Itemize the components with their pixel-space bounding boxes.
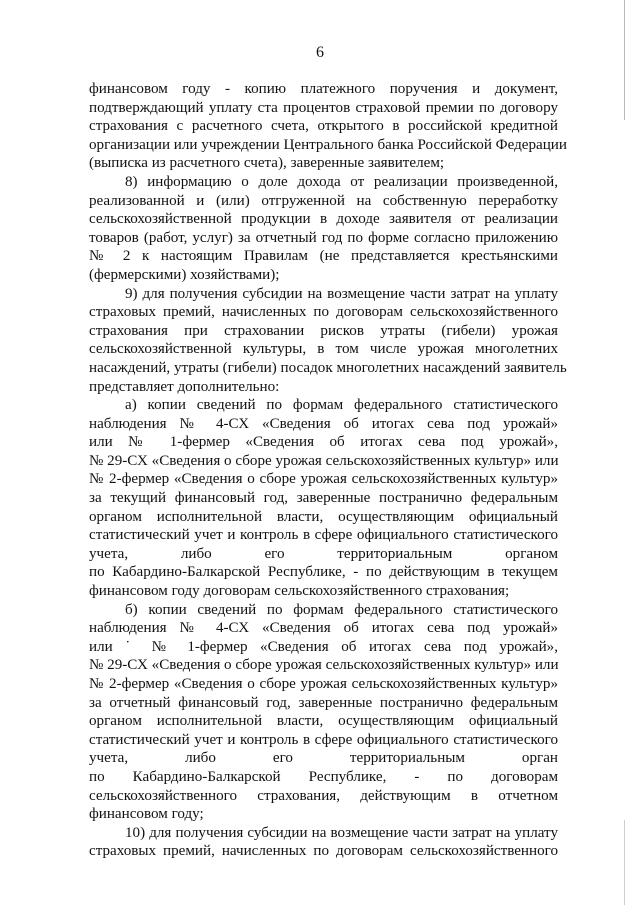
text-line: № 2 к настоящим Правилам (не представляется крестьянскими <box>89 248 558 265</box>
text-line: насаждений, утраты (гибели) посадок многолетних насаждений заявитель <box>89 359 567 376</box>
text-line: организации или учреждении Центрального банка Российской Федерации <box>89 136 567 153</box>
text-line: статистический учет и контроль в сфере официального статистического <box>89 731 558 748</box>
text-line: наблюдения № 4-СХ «Сведения об итогах сева под урожай» <box>89 620 558 637</box>
text-line: а) копии сведений по формам федерального статистического <box>125 397 558 414</box>
text-line: финансовом году - копию платежного поручения и документ, <box>89 81 558 97</box>
text-line: № 29-СХ «Сведения о сборе урожая сельскохозяйственных культур» или <box>89 657 559 674</box>
text-line: органом исполнительной власти, осуществляющим официальный <box>89 508 558 525</box>
text-line: № 2-фермер «Сведения о сборе урожая сельскохозяйственных культур» <box>89 676 558 692</box>
text-line: по Кабардино-Балкарской Республике, - по действующим в текущем <box>89 564 558 581</box>
text-line: реализованной и (или) отгруженной на собственную переработку <box>89 192 558 209</box>
text-line: сельскохозяйственной культуры, в том числе урожая многолетних <box>89 341 558 358</box>
text-line: учета, либо его территориальным орган <box>89 750 558 767</box>
text-line: (выписка из расчетного счета), заверенные заявителем; <box>89 155 445 172</box>
text-line: товаров (работ, услуг) за отчетный год по форме согласно приложению <box>89 229 558 246</box>
text-line: или ˙ № 1-фермер «Сведения об итогах сева под урожай», <box>89 638 558 655</box>
text-line: финансовом году договорам сельскохозяйственного страхования; <box>89 583 510 600</box>
text-line: страхования с расчетного счета, открытого в российской кредитной <box>89 118 558 135</box>
text-line: или № 1-фермер «Сведения об итогах сева под урожай», <box>89 434 558 451</box>
scan-edge-line <box>624 820 625 905</box>
text-line: за текущий финансовый год, заверенные постранично федеральным <box>89 490 558 507</box>
text-line: страхования при страховании рисков утраты (гибели) урожая <box>89 322 558 339</box>
text-line: страховых премий, начисленных по договорам сельскохозяйственного <box>89 304 558 321</box>
text-line: № 29-СХ «Сведения о сборе урожая сельскохозяйственных культур» или <box>89 452 559 469</box>
text-line: за отчетный финансовый год, заверенные постранично федеральным <box>89 694 558 711</box>
text-line: 8) информацию о доле дохода от реализации произведенной, <box>125 173 558 190</box>
text-line: представляет дополнительно: <box>89 378 280 395</box>
text-line: статистический учет и контроль в сфере официального статистического <box>89 527 558 544</box>
text-line: 9) для получения субсидии на возмещение части затрат на уплату <box>125 285 558 302</box>
text-line: 10) для получения субсидии на возмещение части затрат на уплату <box>125 824 558 841</box>
text-line: (фермерскими) хозяйствами); <box>89 266 280 283</box>
document-body <box>89 80 567 861</box>
text-line: по Кабардино-Балкарской Республике, - по договорам <box>89 768 558 785</box>
page-number: 6 <box>316 44 324 61</box>
text-line: № 2-фермер «Сведения о сборе урожая сельскохозяйственных культур» <box>89 471 558 488</box>
text-line: финансовом году; <box>89 806 204 823</box>
text-line: сельскохозяйственной продукции в доходе заявителя от реализации <box>89 211 558 228</box>
text-line: учета, либо его территориальным органом <box>89 545 558 562</box>
text-line: сельскохозяйственного страхования, действующим в отчетном <box>89 787 558 804</box>
text-line: б) копии сведений по формам федерального статистического <box>125 601 558 618</box>
text-line: страховых премий, начисленных по договорам сельскохозяйственного <box>89 843 558 860</box>
text-line: наблюдения № 4-СХ «Сведения об итогах сева под урожай» <box>89 415 558 432</box>
text-line: органом исполнительной власти, осуществляющим официальный <box>89 713 558 730</box>
text-line: подтверждающий уплату ста процентов страховой премии по договору <box>89 99 558 116</box>
